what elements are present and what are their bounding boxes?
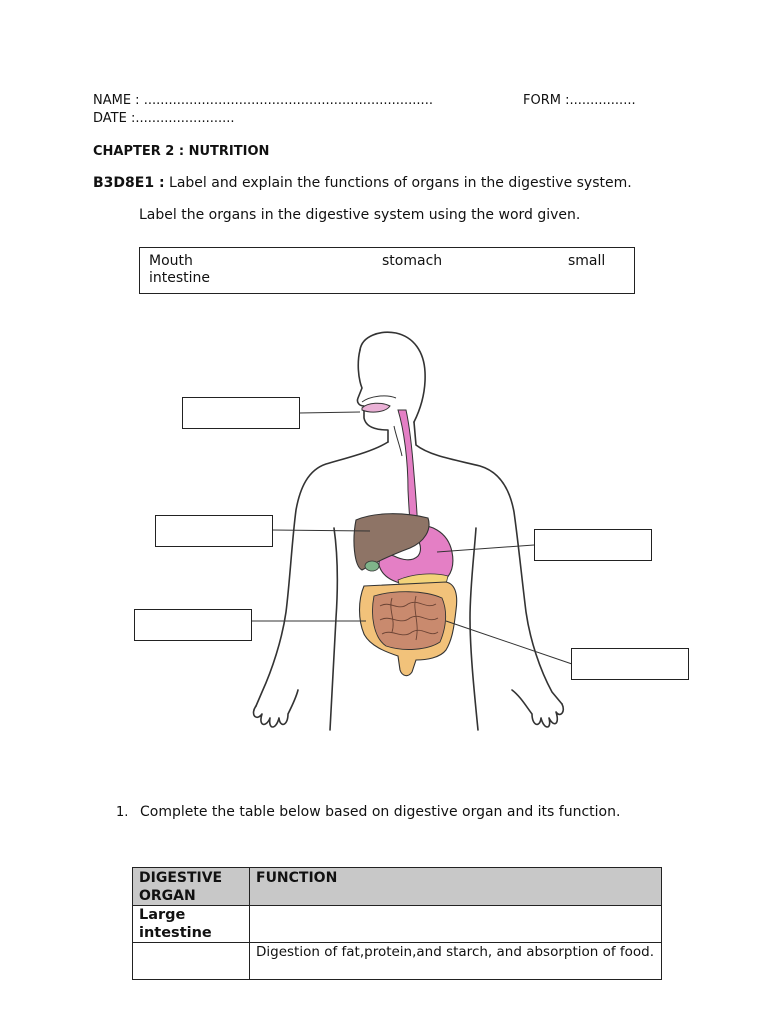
chapter-title: CHAPTER 2 : NUTRITION: [93, 144, 270, 159]
objective-text: Label and explain the functions of organs in the digestive system.: [169, 175, 632, 191]
row-1-organ-line-2: intestine: [139, 925, 212, 941]
label-answer-box-5[interactable]: [571, 648, 689, 680]
digestive-system-diagram: [0, 320, 768, 770]
organ-function-table: [132, 867, 662, 980]
mouth-cavity: [362, 403, 390, 412]
table-header-row: [133, 868, 662, 906]
nasal-cavity-line: [362, 396, 396, 402]
date-field-label: DATE :........................: [93, 111, 235, 126]
row-2-organ-answer[interactable]: [133, 943, 250, 980]
instruction-text: Label the organs in the digestive system using the word given.: [139, 207, 581, 223]
label-answer-box-1[interactable]: [182, 397, 300, 429]
word-bank-box: [139, 247, 635, 294]
label-answer-box-4[interactable]: [134, 609, 252, 641]
row-1-organ-line-1: Large: [139, 907, 186, 923]
header-organ-line-1: DIGESTIVE: [139, 870, 223, 886]
word-bank-word-3-continued: intestine: [149, 270, 211, 286]
word-bank-word-1: Mouth: [149, 253, 193, 269]
objective-code: B3D8E1 :: [93, 175, 165, 191]
header-organ-line-2: ORGAN: [139, 888, 196, 904]
row-2-function: Digestion of fat,protein,and starch, and absorption of food.: [250, 943, 662, 980]
name-field-label: NAME : ......................................................................: [93, 93, 433, 108]
question-text: Complete the table below based on digestive organ and its function.: [140, 804, 621, 820]
label-answer-box-2[interactable]: [155, 515, 273, 547]
form-field-label: FORM :................: [523, 93, 636, 108]
gallbladder: [365, 561, 379, 571]
header-function: FUNCTION: [250, 868, 662, 906]
trachea-line: [394, 426, 402, 456]
table-row: [133, 943, 662, 980]
header-digestive-organ: [133, 868, 250, 906]
table-row: [133, 906, 662, 943]
label-answer-box-3[interactable]: [534, 529, 652, 561]
objective-line: [93, 174, 632, 193]
small-intestine: [373, 592, 446, 650]
row-1-function-answer[interactable]: [250, 906, 662, 943]
question-number: 1.: [116, 805, 129, 820]
word-bank-word-3: small: [568, 253, 606, 269]
row-1-organ: [133, 906, 250, 943]
word-bank-word-2: stomach: [382, 253, 443, 269]
